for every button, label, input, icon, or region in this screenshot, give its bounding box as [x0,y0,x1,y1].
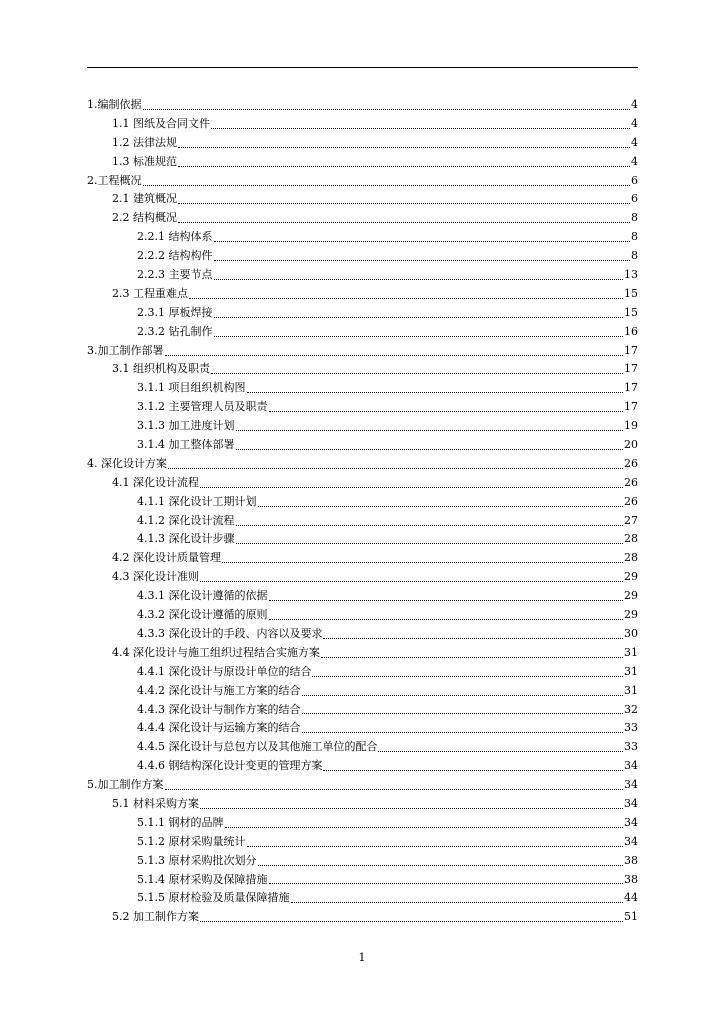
toc-entry-page: 33 [624,721,638,735]
toc-entry-title: 4.4.1 深化设计与原设计单位的结合 [137,664,312,678]
toc-dot-leader [269,883,624,884]
toc-dot-leader [269,619,624,620]
toc-entry[interactable] [87,323,638,342]
toc-entry-page: 4 [631,98,638,111]
toc-entry-title: 2.3 工程重难点 [112,286,188,300]
toc-entry-page: 28 [624,551,638,565]
toc-entry-page: 34 [624,815,638,829]
toc-dot-leader [225,827,624,828]
toc-entry-title: 1.编制依据 [87,98,142,111]
toc-entry[interactable] [87,814,638,833]
toc-entry-title: 5.1.5 原材检验及质量保障措施 [137,891,290,905]
toc-entry[interactable] [87,587,638,606]
toc-entry-page: 13 [624,268,638,282]
toc-entry[interactable] [87,96,638,115]
toc-dot-leader [143,185,631,186]
toc-entry[interactable] [87,417,638,436]
toc-dot-leader [214,336,624,337]
toc-entry-title: 2.3.1 厚板焊接 [137,305,213,319]
toc-dot-leader [302,732,624,733]
toc-entry-title: 4.2 深化设计质量管理 [112,551,221,565]
toc-entry-title: 3.1.3 加工进度计划 [137,419,235,433]
toc-dot-leader [323,770,623,771]
toc-entry-page: 4 [631,116,638,130]
toc-dot-leader [302,713,624,714]
toc-dot-leader [200,808,623,809]
toc-entry-page: 34 [624,778,638,792]
toc-entry-page: 31 [624,664,638,678]
toc-entry-page: 17 [624,343,638,357]
toc-entry[interactable] [87,795,638,814]
toc-entry-title: 3.1 组织机构及职责 [112,362,210,376]
toc-entry[interactable] [87,625,638,644]
toc-entry-title: 2.2.3 主要节点 [137,268,213,282]
toc-entry-title: 3.1.1 项目组织机构图 [137,381,246,395]
toc-entry-title: 1.2 法律法规 [112,135,177,149]
toc-entry-page: 4 [631,154,638,168]
toc-entry-title: 5.1.1 钢材的品牌 [137,815,224,829]
toc-entry[interactable] [87,115,638,134]
toc-dot-leader [236,449,624,450]
toc-entry-page: 33 [624,740,638,754]
toc-entry-page: 34 [624,834,638,848]
toc-entry-page: 8 [631,211,638,225]
toc-entry-title: 2.工程概况 [87,173,142,187]
toc-dot-leader [291,902,624,903]
toc-entry-title: 4.1 深化设计流程 [112,475,199,489]
toc-entry-title: 4.3.2 深化设计遵循的原则 [137,608,268,622]
toc-entry-title: 5.1.3 原材采购批次划分 [137,853,257,867]
toc-entry-page: 26 [624,475,638,489]
toc-entry-title: 5.加工制作方案 [87,778,164,792]
toc-dot-leader [247,392,624,393]
toc-entry-page: 19 [624,419,638,433]
toc-dot-leader [222,562,623,563]
toc-dot-leader [200,487,623,488]
toc-entry-title: 4.4.3 深化设计与制作方案的结合 [137,702,301,716]
toc-dot-leader [378,751,623,752]
toc-entry-page: 34 [624,796,638,810]
toc-dot-leader [200,581,623,582]
toc-entry-title: 4.4.4 深化设计与运输方案的结合 [137,721,301,735]
toc-entry-title: 5.1.2 原材采购量统计 [137,834,246,848]
toc-entry-page: 15 [624,286,638,300]
toc-dot-leader [178,203,630,204]
toc-entry[interactable] [87,776,638,795]
toc-dot-leader [236,525,624,526]
toc-dot-leader [302,695,624,696]
toc-dot-leader [323,638,623,639]
toc-dot-leader [178,166,630,167]
toc-entry-title: 4.1.1 深化设计工期计划 [137,494,257,508]
toc-entry[interactable] [87,228,638,247]
toc-dot-leader [214,241,631,242]
toc-dot-leader [211,373,623,374]
toc-dot-leader [321,657,623,658]
toc-entry-title: 5.1 材料采购方案 [112,796,199,810]
toc-dot-leader [269,600,624,601]
toc-entry[interactable] [87,398,638,417]
toc-entry-title: 3.1.2 主要管理人员及职责 [137,400,268,414]
toc-entry[interactable] [87,342,638,361]
toc-entry[interactable] [87,266,638,285]
toc-entry-page: 44 [624,891,638,905]
toc-entry[interactable] [87,757,638,776]
page-number: 1 [358,951,366,964]
toc-entry-page: 6 [631,192,638,206]
toc-entry-page: 38 [624,872,638,886]
toc-entry-title: 4.4.2 深化设计与施工方案的结合 [137,683,301,697]
toc-entry[interactable] [87,153,638,172]
toc-entry-title: 4.3 深化设计准则 [112,570,199,584]
toc-entry[interactable] [87,474,638,493]
toc-entry[interactable] [87,644,638,663]
toc-dot-leader [168,468,623,469]
table-of-contents [87,96,638,927]
toc-entry-title: 2.2 结构概况 [112,211,177,225]
toc-entry[interactable] [87,606,638,625]
toc-dot-leader [236,430,624,431]
toc-entry[interactable] [87,833,638,852]
toc-entry[interactable] [87,436,638,455]
toc-entry[interactable] [87,190,638,209]
toc-entry[interactable] [87,568,638,587]
toc-entry[interactable] [87,172,638,191]
toc-entry-title: 3.加工制作部署 [87,343,164,357]
toc-entry[interactable] [87,530,638,549]
toc-entry-page: 8 [631,230,638,244]
toc-entry-page: 16 [624,324,638,338]
toc-dot-leader [165,355,624,356]
toc-entry[interactable] [87,738,638,757]
toc-entry-title: 4. 深化设计方案 [87,456,167,470]
toc-entry-title: 4.4.5 深化设计与总包方以及其他施工单位的配合 [137,740,378,754]
toc-entry-title: 5.1.4 原材采购及保障措施 [137,872,268,886]
toc-entry-title: 2.3.2 钻孔制作 [137,324,213,338]
toc-entry-page: 17 [624,400,638,414]
toc-entry-page: 30 [624,626,638,640]
toc-entry-title: 1.1 图纸及合同文件 [112,116,210,130]
toc-dot-leader [269,411,624,412]
toc-dot-leader [258,865,624,866]
toc-entry-title: 4.3.3 深化设计的手段、内容以及要求 [137,626,323,640]
toc-entry[interactable] [87,285,638,304]
toc-entry-page: 29 [624,570,638,584]
toc-entry-title: 4.4.6 钢结构深化设计变更的管理方案 [137,759,323,773]
toc-dot-leader [214,279,624,280]
toc-entry-page: 20 [624,438,638,452]
toc-entry-page: 26 [624,494,638,508]
toc-entry-page: 51 [624,910,638,924]
toc-entry-title: 4.1.3 深化设计步骤 [137,532,235,546]
toc-entry-title: 2.2.1 结构体系 [137,230,213,244]
toc-dot-leader [214,260,631,261]
toc-entry-page: 38 [624,853,638,867]
toc-entry[interactable] [87,889,638,908]
toc-dot-leader [236,543,624,544]
toc-dot-leader [214,317,624,318]
toc-entry-page: 8 [631,249,638,263]
toc-entry-title: 4.3.1 深化设计遵循的依据 [137,589,268,603]
toc-entry-page: 31 [624,645,638,659]
toc-entry[interactable] [87,304,638,323]
toc-entry-page: 31 [624,683,638,697]
toc-entry-page: 34 [624,759,638,773]
toc-entry-title: 2.2.2 结构构件 [137,249,213,263]
toc-entry[interactable] [87,209,638,228]
toc-entry-page: 29 [624,608,638,622]
toc-dot-leader [178,147,630,148]
toc-dot-leader [312,676,623,677]
toc-dot-leader [143,109,631,110]
toc-entry[interactable] [87,493,638,512]
toc-entry-page: 4 [631,135,638,149]
toc-entry-title: 4.1.2 深化设计流程 [137,513,235,527]
toc-entry-title: 4.4 深化设计与施工组织过程结合实施方案 [112,645,320,659]
header-rule [87,67,638,68]
toc-entry-title: 2.1 建筑概况 [112,192,177,206]
toc-entry[interactable] [87,871,638,890]
toc-dot-leader [178,222,630,223]
toc-entry-page: 17 [624,362,638,376]
toc-dot-leader [200,921,623,922]
toc-entry-page: 17 [624,381,638,395]
toc-entry[interactable] [87,701,638,720]
toc-entry[interactable] [87,379,638,398]
toc-entry-page: 26 [624,456,638,470]
toc-dot-leader [258,506,624,507]
toc-entry-page: 15 [624,305,638,319]
toc-entry[interactable] [87,663,638,682]
toc-entry[interactable] [87,455,638,474]
toc-entry-page: 29 [624,589,638,603]
toc-entry[interactable] [87,549,638,568]
toc-entry-page: 32 [624,702,638,716]
toc-entry[interactable] [87,908,638,927]
toc-entry-page: 27 [624,513,638,527]
toc-entry-title: 3.1.4 加工整体部署 [137,438,235,452]
toc-dot-leader [211,128,630,129]
toc-entry-title: 1.3 标准规范 [112,154,177,168]
toc-entry[interactable] [87,134,638,153]
toc-entry[interactable] [87,360,638,379]
toc-entry[interactable] [87,247,638,266]
toc-entry[interactable] [87,719,638,738]
toc-dot-leader [247,846,624,847]
toc-entry[interactable] [87,852,638,871]
toc-entry[interactable] [87,682,638,701]
toc-dot-leader [165,789,624,790]
toc-entry-title: 5.2 加工制作方案 [112,910,199,924]
toc-entry[interactable] [87,512,638,531]
toc-entry-page: 28 [624,532,638,546]
toc-dot-leader [189,298,623,299]
toc-entry-page: 6 [631,173,638,187]
